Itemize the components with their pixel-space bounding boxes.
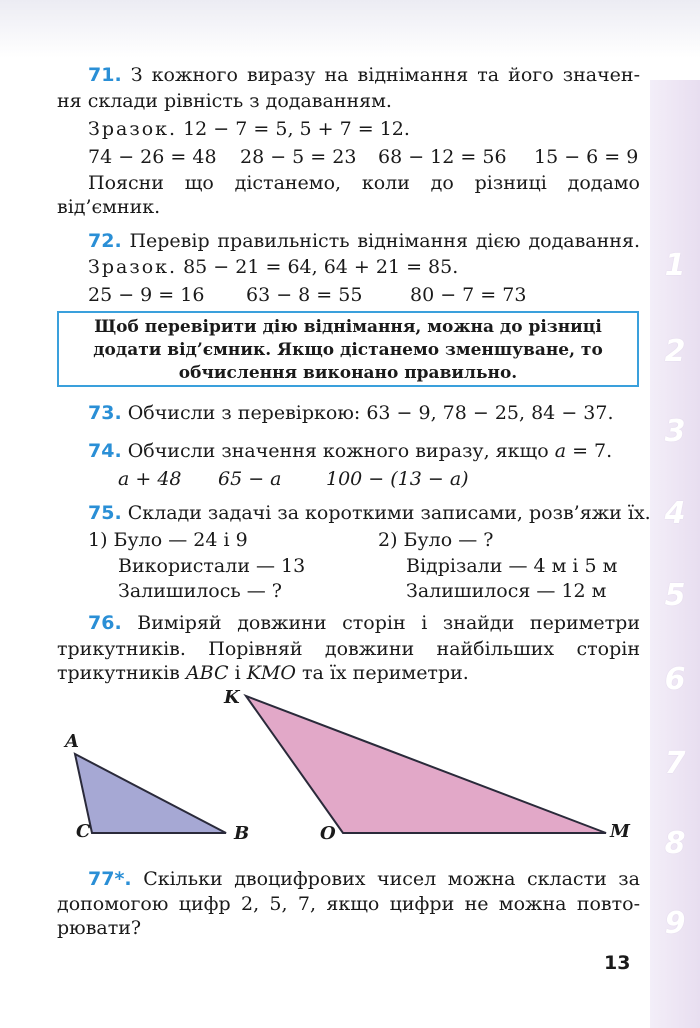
rule-line-2: додати від’ємник. Якщо дістанемо зменшуване, то	[93, 340, 603, 360]
task-75-line-1: 75. Склади задачі за короткими записами, розв’яжи їх.	[88, 502, 651, 524]
task-73-line-1: 73. Обчисли з перевіркою: 63 − 9, 78 − 25, 84 − 37.	[88, 402, 614, 424]
vertex-label-c: C	[76, 821, 91, 842]
triangles-figure	[40, 680, 640, 854]
task-75-left-1: 1) Було — 24 і 9	[88, 529, 248, 551]
chapter-tab-8: 8	[664, 826, 686, 861]
chapter-tab-9: 9	[664, 906, 686, 941]
vertex-label-a: A	[65, 731, 79, 752]
task-number: 71.	[88, 64, 122, 86]
expression: 68 − 12 = 56	[378, 146, 507, 168]
task-71-line-5: від’ємник.	[57, 196, 161, 218]
expression: 74 − 26 = 48	[88, 146, 217, 168]
task-77-line-3: рювати?	[57, 917, 142, 939]
task-71-line-4: Поясни що дістанемо, коли до різниці додамо	[88, 172, 640, 194]
task-77-line-2: допомогою цифр 2, 5, 7, якщо цифри не можна повто-	[57, 893, 640, 915]
task-72-sample: Зразок. 85 − 21 = 64, 64 + 21 = 85.	[88, 256, 459, 278]
variable-a: a	[554, 440, 567, 462]
triangles-svg	[40, 680, 640, 850]
task-75-right-1: 2) Було — ?	[378, 529, 494, 551]
task-76-line-2: трикутників. Порівняй довжини найбільших сторін	[57, 638, 640, 660]
vertex-label-k: K	[224, 687, 240, 708]
expression: a + 48	[118, 468, 182, 490]
task-71-line-1: 71. З кожного виразу на віднімання та його значен-	[88, 64, 640, 86]
vertex-label-m: M	[610, 821, 630, 842]
task-72-line-1: 72. Перевір правильність віднімання дією додавання.	[88, 230, 640, 252]
task-number: 74.	[88, 440, 122, 462]
expression: 65 − a	[218, 468, 282, 490]
rule-box	[57, 311, 639, 387]
vertex-label-b: B	[234, 823, 250, 844]
rule-line-1: Щоб перевірити дію віднімання, можна до різниці	[94, 317, 602, 337]
chapter-tab-6: 6	[664, 662, 686, 697]
task-76-line-3: трикутників ABC і KMO та їх периметри.	[57, 662, 469, 684]
expression: 80 − 7 = 73	[410, 284, 527, 306]
chapter-tab-5: 5	[664, 578, 686, 613]
expression: 28 − 5 = 23	[240, 146, 357, 168]
task-number: 75.	[88, 502, 122, 524]
task-74-line-1: 74. Обчисли значення кожного виразу, якщо a = 7.	[88, 440, 613, 462]
rule-line-3: обчислення виконано правильно.	[178, 363, 518, 383]
task-77-line-1: 77*. Скільки двоцифрових чисел можна скласти за	[88, 868, 640, 890]
task-76-line-1: 76. Виміряй довжини сторін і знайди периметри	[88, 612, 641, 634]
expression: 15 − 6 = 9	[534, 146, 639, 168]
chapter-tab-2: 2	[664, 334, 686, 369]
page-number: 13	[604, 952, 631, 974]
vertex-label-o: O	[320, 823, 336, 844]
triangle-abc-name: ABC	[185, 662, 229, 684]
chapter-tab-7: 7	[664, 746, 686, 781]
chapter-tab-4: 4	[664, 496, 686, 531]
task-number: 77*.	[88, 868, 132, 890]
task-75-left-3: Залишилось — ?	[118, 580, 282, 602]
task-number: 72.	[88, 230, 122, 252]
triangle-kmo	[246, 696, 606, 833]
expression: 100 − (13 − a)	[326, 468, 469, 490]
task-75-right-3: Залишилося — 12 м	[406, 580, 607, 602]
task-75-right-2: Відрізали — 4 м і 5 м	[406, 555, 618, 577]
task-71-sample: Зразок. 12 − 7 = 5, 5 + 7 = 12.	[88, 118, 410, 140]
task-number: 73.	[88, 402, 122, 424]
expression: 25 − 9 = 16	[88, 284, 205, 306]
task-number: 76.	[88, 612, 122, 634]
expression: 63 − 8 = 55	[246, 284, 363, 306]
chapter-tab-1: 1	[664, 248, 686, 283]
task-71-line-2: ня склади рівність з додаванням.	[57, 90, 392, 112]
chapter-tab-3: 3	[664, 414, 686, 449]
triangle-abc	[75, 754, 226, 833]
task-75-left-2: Використали — 13	[118, 555, 306, 577]
triangle-kmo-name: KMO	[246, 662, 296, 684]
